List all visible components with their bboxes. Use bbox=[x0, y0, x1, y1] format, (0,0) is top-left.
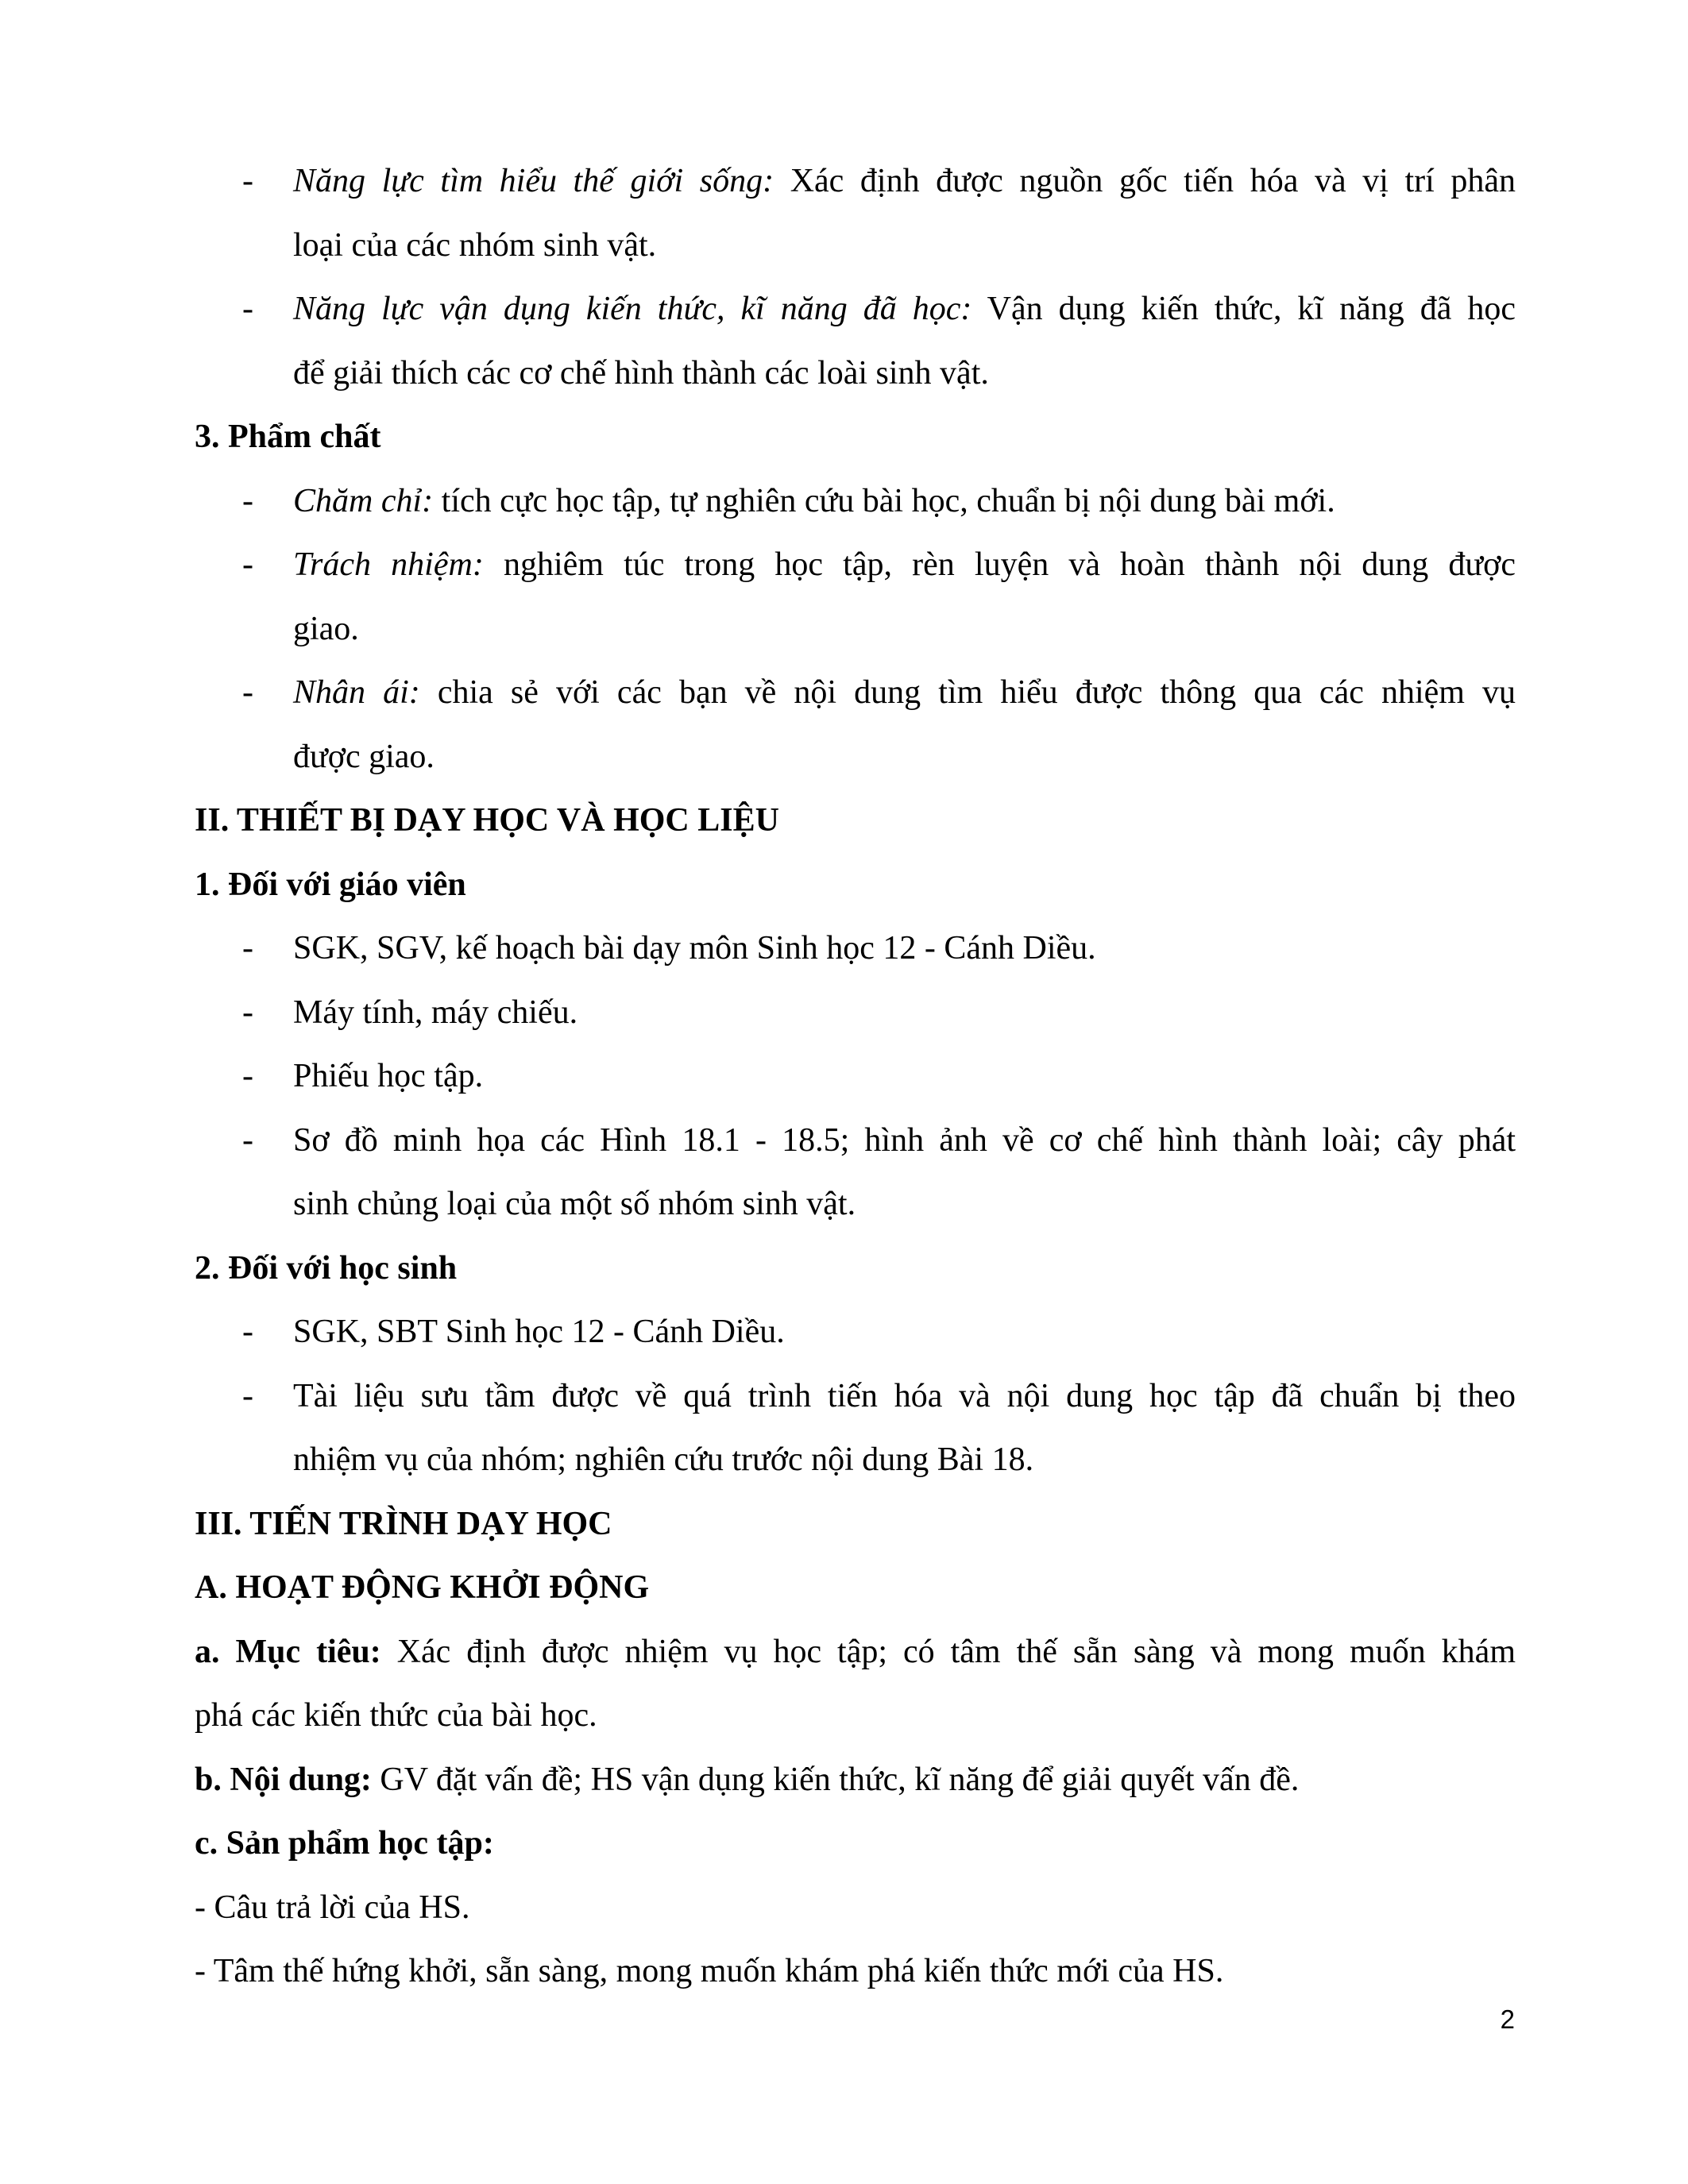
item-continuation: nhiệm vụ của nhóm; nghiên cứu trước nội dung Bài 18. bbox=[293, 1441, 1034, 1478]
section-heading-pham-chat: 3. Phẩm chất bbox=[195, 419, 381, 455]
item-continuation: được giao. bbox=[293, 738, 435, 775]
item-continuation: loại của các nhóm sinh vật. bbox=[293, 226, 657, 264]
student-item-books: - SGK, SBT Sinh học 12 - Cánh Diều. bbox=[195, 1300, 1516, 1364]
item-label: Trách nhiệm: bbox=[293, 546, 484, 583]
item-continuation: sinh chủng loại của một số nhóm sinh vật. bbox=[293, 1186, 856, 1222]
item-text: GV đặt vấn đề; HS vận dụng kiến thức, kĩ năng để giải quyết vấn đề. bbox=[371, 1761, 1300, 1798]
content-paragraph bbox=[195, 1748, 1516, 1812]
product-item-answers: - Câu trả lời của HS. bbox=[195, 1889, 470, 1926]
item-text: chia sẻ với các bạn về nội dung tìm hiểu được thông qua các nhiệm vụ bbox=[419, 674, 1516, 711]
bullet-dash: - bbox=[242, 546, 253, 583]
item-text: Vận dụng kiến thức, kĩ năng đã học bbox=[971, 291, 1516, 327]
bullet-dash: - bbox=[242, 1058, 253, 1094]
item-label: b. Nội dung: bbox=[195, 1761, 372, 1798]
item-continuation: để giải thích các cơ chế hình thành các loài sinh vật. bbox=[293, 354, 989, 392]
quality-item-trach-nhiem bbox=[195, 533, 1516, 597]
item-text: nghiêm túc trong học tập, rèn luyện và hoàn thành nội dung được bbox=[483, 546, 1516, 583]
bullet-dash: - bbox=[242, 994, 253, 1031]
teacher-item-worksheet: - Phiếu học tập. bbox=[195, 1044, 1516, 1109]
item-text: tích cực học tập, tự nghiên cứu bài học, chuẩn bị nội dung bài mới. bbox=[433, 482, 1335, 519]
bullet-dash: - bbox=[242, 482, 253, 519]
section-heading-tien-trinh: III. TIẾN TRÌNH DẠY HỌC bbox=[195, 1505, 612, 1542]
item-text: Xác định được nguồn gốc tiến hóa và vị trí phân bbox=[774, 163, 1516, 199]
section-heading-thiet-bi: II. THIẾT BỊ DẠY HỌC VÀ HỌC LIỆU bbox=[195, 802, 779, 839]
subsection-heading-giao-vien: 1. Đối với giáo viên bbox=[195, 866, 466, 903]
teacher-item-computer: - Máy tính, máy chiếu. bbox=[195, 981, 1516, 1045]
bullet-dash: - bbox=[242, 930, 253, 967]
item-label: Nhân ái: bbox=[293, 674, 420, 711]
subsection-heading-khoi-dong: A. HOẠT ĐỘNG KHỞI ĐỘNG bbox=[195, 1569, 650, 1606]
quality-item-nhan-ai bbox=[195, 661, 1516, 725]
bullet-dash: - bbox=[242, 291, 253, 327]
bullet-dash: - bbox=[242, 163, 253, 199]
quality-item-cham-chi bbox=[195, 469, 1516, 534]
student-item-materials: - Tài liệu sưu tầm được về quá trình tiến hóa và nội dung học tập đã chuẩn bị theo bbox=[195, 1364, 1516, 1429]
teacher-item-books: - SGK, SGV, kế hoạch bài dạy môn Sinh học 12 - Cánh Diều. bbox=[195, 916, 1516, 981]
item-continuation: giao. bbox=[293, 610, 359, 647]
objective-paragraph bbox=[195, 1620, 1516, 1684]
bullet-dash: - bbox=[242, 1121, 253, 1159]
product-heading: c. Sản phẩm học tập: bbox=[195, 1825, 494, 1862]
item-label: Năng lực tìm hiểu thế giới sống: bbox=[293, 163, 774, 199]
bullet-dash: - bbox=[242, 674, 253, 711]
product-item-mindset: - Tâm thế hứng khởi, sẵn sàng, mong muốn khám phá kiến thức mới của HS. bbox=[195, 1953, 1224, 1989]
teacher-item-diagrams: - Sơ đồ minh họa các Hình 18.1 - 18.5; hình ảnh về cơ chế hình thành loài; cây phát bbox=[195, 1109, 1516, 1173]
page-number: 2 bbox=[1500, 2005, 1515, 2034]
item-text: Xác định được nhiệm vụ học tập; có tâm thế sẵn sàng và mong muốn khám bbox=[380, 1633, 1516, 1670]
item-label: Chăm chỉ: bbox=[293, 482, 434, 519]
document-body bbox=[195, 149, 1516, 2004]
bullet-dash: - bbox=[242, 1377, 253, 1414]
item-continuation: phá các kiến thức của bài học. bbox=[195, 1697, 597, 1734]
item-label: a. Mục tiêu: bbox=[195, 1633, 381, 1670]
competency-item-applying-knowledge bbox=[195, 277, 1516, 341]
competency-item-life-world bbox=[195, 149, 1516, 214]
bullet-dash: - bbox=[242, 1314, 253, 1350]
item-label: Năng lực vận dụng kiến thức, kĩ năng đã học: bbox=[293, 291, 972, 327]
subsection-heading-hoc-sinh: 2. Đối với học sinh bbox=[195, 1249, 458, 1287]
